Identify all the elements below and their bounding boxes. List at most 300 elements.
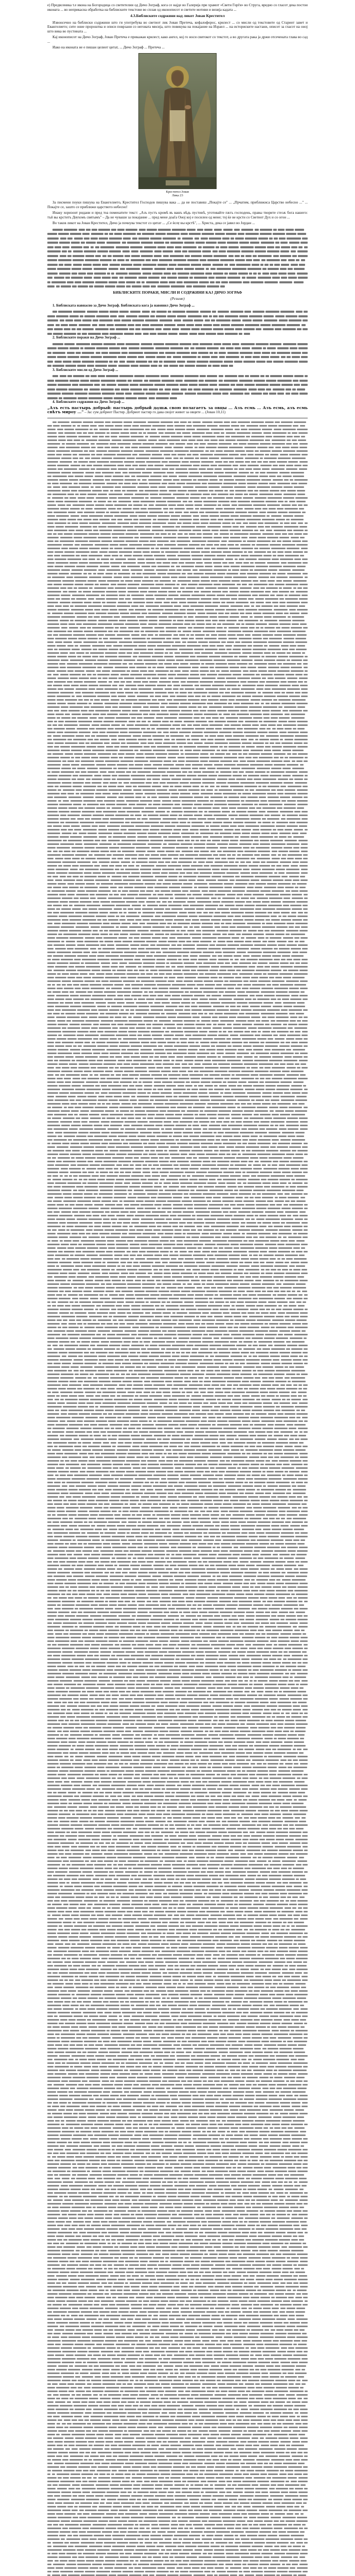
text-line (47, 1953, 308, 1956)
text-line (47, 427, 308, 431)
text-line (47, 1718, 308, 1722)
text-line (47, 1477, 308, 1480)
text-line (47, 2450, 308, 2454)
text-line (47, 1686, 308, 1689)
text-line (47, 1574, 308, 1578)
text-line (47, 1433, 308, 1437)
text-line (47, 1004, 308, 1008)
text-line (47, 1033, 308, 1037)
text-line (47, 245, 308, 249)
summary-point: 1. Библиската навнасно за Дичо Зограф. Библиската кога ја навинил Дичо Зограф ... (52, 303, 195, 308)
text-line (47, 1909, 308, 1913)
text-line (47, 2137, 308, 2140)
text-line (47, 2515, 308, 2519)
text-line (47, 629, 308, 633)
text-line (47, 1383, 308, 1386)
text-line (47, 1127, 308, 1130)
text-line (47, 1545, 308, 1549)
quote-translation: – Јас сум добриот Пастир. Добриот пастир го дава својот живот за овците ... (Јован 10,11) (84, 410, 226, 415)
text-line (47, 240, 308, 245)
text-line (47, 1065, 308, 1069)
text-line (47, 1790, 308, 1794)
text-line (47, 1343, 308, 1347)
text-line (47, 467, 308, 470)
text-line (47, 730, 308, 734)
text-line (47, 885, 308, 889)
text-line (47, 2043, 308, 2046)
text-line (47, 1776, 308, 1780)
text-line (47, 2429, 308, 2432)
text-line (47, 378, 308, 383)
text-line (47, 327, 308, 331)
text-line (47, 2555, 308, 2558)
text-line (47, 2425, 308, 2429)
text-line (47, 1231, 308, 1235)
text-line (47, 2465, 308, 2468)
text-line (47, 2342, 308, 2346)
text-line (47, 1624, 308, 1628)
text-line (47, 1480, 308, 1484)
text-line (47, 2158, 308, 2162)
text-line (47, 979, 308, 982)
text-line (47, 564, 308, 568)
text-line (47, 2021, 308, 2025)
text-line (47, 1581, 308, 1585)
text-line (47, 1570, 308, 1574)
text-line (47, 492, 308, 496)
slavonic-quote (47, 406, 308, 415)
text-line (47, 773, 308, 777)
text-line (47, 463, 308, 467)
text-line (47, 1260, 308, 1264)
text-line (47, 1834, 308, 1837)
text-line (47, 2400, 308, 2403)
text-line (47, 1325, 308, 1329)
text-line (47, 1314, 308, 1318)
text-line (47, 1931, 308, 1935)
text-line (47, 957, 308, 961)
text-line (47, 1177, 308, 1181)
text-line (47, 1913, 308, 1917)
text-line (47, 2522, 308, 2526)
text-line (47, 950, 308, 954)
text-line (47, 474, 308, 478)
text-line (47, 1011, 308, 1015)
text-line (47, 2292, 308, 2295)
text-line (47, 1340, 308, 1343)
text-line (47, 1105, 308, 1109)
text-line (47, 1870, 308, 1873)
text-line (47, 1101, 308, 1105)
text-line (47, 1830, 308, 1834)
text-line (47, 1145, 308, 1148)
text-line (47, 1491, 308, 1495)
text-line (47, 1733, 308, 1736)
text-line (47, 571, 308, 575)
text-line (47, 1372, 308, 1376)
summary-point: 4. Библиските содржини на Дичо Зограф ... (52, 400, 125, 404)
text-line (47, 936, 308, 939)
text-line (47, 2573, 308, 2576)
text-line (47, 997, 308, 1001)
text-line (47, 2461, 308, 2465)
text-line (47, 2378, 308, 2382)
text-line (47, 1444, 308, 1448)
text-line (47, 1466, 308, 1469)
text-line (47, 2068, 308, 2072)
text-line (47, 2140, 308, 2144)
text-line (47, 2169, 308, 2173)
text-line (47, 2144, 308, 2147)
text-line (47, 719, 308, 723)
text-line (47, 1044, 308, 1047)
text-line (47, 1585, 308, 1588)
text-line (47, 871, 308, 874)
text-line (47, 2548, 308, 2551)
text-line (47, 1170, 308, 1174)
text-line (47, 867, 308, 871)
text-line (47, 615, 308, 618)
text-line (47, 755, 308, 759)
text-line (47, 593, 308, 597)
text-line (47, 1697, 308, 1700)
text-line (47, 2050, 308, 2054)
text-line (47, 2227, 308, 2230)
text-line (47, 788, 308, 791)
text-line (47, 532, 308, 535)
text-line (47, 1639, 308, 1642)
text-line (47, 2414, 308, 2418)
text-line (47, 2003, 308, 2007)
text-line (47, 363, 308, 368)
text-line (47, 1426, 308, 1430)
text-line (47, 1109, 308, 1112)
text-line (47, 1455, 308, 1459)
text-line (47, 1350, 308, 1354)
text-line (47, 1451, 308, 1455)
text-line (47, 1487, 308, 1491)
text-line (47, 1592, 308, 1596)
text-line (47, 1026, 308, 1029)
text-line (47, 1253, 308, 1257)
text-line (47, 1722, 308, 1725)
text-line (47, 470, 308, 474)
text-line (47, 1156, 308, 1159)
text-line (47, 2111, 308, 2115)
text-line (47, 1008, 308, 1011)
text-line (47, 1397, 308, 1401)
text-line (47, 2093, 308, 2097)
text-line (47, 1899, 308, 1902)
text-line (47, 2353, 308, 2357)
text-line (47, 611, 308, 615)
text-line (47, 1358, 308, 1361)
text-line (47, 1408, 308, 1412)
text-line (47, 928, 308, 932)
text-line (47, 2569, 308, 2573)
text-line (47, 694, 308, 698)
text-line (47, 2079, 308, 2082)
text-line (47, 1949, 308, 1953)
text-line (47, 253, 308, 258)
text-line (47, 921, 308, 925)
body-paragraph: Иако на иконата не е пишан целиот цитат, ... Дичо Зограф ... Претеча ... (52, 45, 165, 49)
text-line (47, 1080, 308, 1083)
text-line (47, 2281, 308, 2284)
text-line (47, 1404, 308, 1408)
text-line (47, 723, 308, 726)
text-line (47, 2180, 308, 2183)
text-line (47, 557, 308, 561)
text-line (47, 1267, 308, 1271)
text-line (47, 1693, 308, 1697)
text-line (47, 2562, 308, 2566)
text-line (47, 939, 308, 943)
text-line (47, 1552, 308, 1556)
text-line (47, 827, 308, 831)
text-line (47, 2302, 308, 2306)
text-line (47, 701, 308, 705)
text-line (47, 726, 308, 730)
text-line (47, 860, 308, 863)
text-line (47, 2396, 308, 2400)
text-line (47, 1981, 308, 1985)
text-line (47, 1058, 308, 1062)
text-line (47, 791, 308, 795)
text-line (47, 1549, 308, 1552)
text-line (47, 705, 308, 708)
text-line (47, 2479, 308, 2483)
text-line (47, 1614, 308, 1617)
section-subtitle: (Резиме) (170, 296, 185, 301)
text-line (47, 524, 308, 528)
text-line (47, 1560, 308, 1563)
text-line (47, 2212, 308, 2216)
text-line (47, 1704, 308, 1707)
text-line (47, 1675, 308, 1679)
text-line (47, 1660, 308, 1664)
text-line (47, 2036, 308, 2039)
text-line (47, 553, 308, 557)
text-line (47, 2241, 308, 2245)
text-line (47, 517, 308, 521)
text-line (47, 622, 308, 625)
text-line (47, 1978, 308, 1981)
text-line (47, 2320, 308, 2324)
text-line (47, 2476, 308, 2479)
text-line (47, 1415, 308, 1419)
text-line (47, 1862, 308, 1866)
text-line (47, 2248, 308, 2252)
text-line (47, 777, 308, 781)
text-line (47, 882, 308, 885)
text-line (47, 1859, 308, 1862)
text-line (47, 651, 308, 654)
text-line (47, 350, 308, 355)
text-line (47, 2295, 308, 2299)
text-line (47, 809, 308, 813)
text-line (47, 1682, 308, 1686)
text-line (47, 2198, 308, 2201)
text-line (47, 391, 308, 396)
text-line (47, 2454, 308, 2458)
text-line (47, 589, 308, 593)
text-line (47, 665, 308, 669)
text-line (47, 2201, 308, 2205)
text-line (47, 1282, 308, 1285)
text-line (47, 342, 308, 346)
text-line (47, 2223, 308, 2227)
text-line (47, 227, 308, 232)
text-line (47, 2483, 308, 2486)
text-line (47, 528, 308, 532)
text-line (47, 582, 308, 586)
text-line (47, 2090, 308, 2093)
text-line (47, 1368, 308, 1372)
text-line (47, 2310, 308, 2313)
text-line (47, 354, 308, 359)
text-line (47, 431, 308, 434)
text-line (47, 2501, 308, 2504)
text-line (47, 900, 308, 903)
text-line (47, 434, 308, 438)
text-line (47, 262, 308, 267)
text-line (47, 2551, 308, 2555)
text-line (47, 1884, 308, 1888)
text-line (47, 2028, 308, 2032)
text-line (47, 2259, 308, 2263)
text-line (47, 2119, 308, 2122)
text-line (47, 708, 308, 712)
text-line (47, 1296, 308, 1300)
text-line (47, 1967, 308, 1971)
text-line (47, 1920, 308, 1924)
text-line (47, 1300, 308, 1303)
text-line (47, 1437, 308, 1440)
text-line (47, 1246, 308, 1249)
text-line (47, 2375, 308, 2378)
text-line (47, 1841, 308, 1844)
text-line (47, 1509, 308, 1513)
text-line (47, 1999, 308, 2003)
text-line (47, 1646, 308, 1650)
text-line (47, 1361, 308, 1365)
text-line (47, 514, 308, 517)
text-line (47, 636, 308, 640)
text-line (47, 795, 308, 799)
text-line (47, 2472, 308, 2476)
text-line (47, 2176, 308, 2180)
text-line (47, 2018, 308, 2021)
text-line (47, 972, 308, 975)
text-line (47, 546, 308, 550)
text-line (47, 2436, 308, 2439)
text-line (47, 683, 308, 687)
text-line (47, 1459, 308, 1462)
text-line (47, 449, 308, 452)
text-line (47, 2039, 308, 2043)
text-line (47, 1758, 308, 1761)
text-line (47, 889, 308, 892)
text-line (47, 2162, 308, 2165)
text-line (47, 1221, 308, 1224)
text-line (47, 1303, 308, 1307)
text-line (47, 1015, 308, 1019)
text-line (47, 1541, 308, 1545)
text-line (47, 481, 308, 485)
text-line (47, 1390, 308, 1394)
text-line (47, 1780, 308, 1783)
text-line (47, 1098, 308, 1101)
text-line (47, 1772, 308, 1776)
body-paragraph: Извонсечно на библиски содржини што ги употребува во светиот лик Јован Претеча, кефалофорос, крилест ... со мисли од текстовите од Стариот завет и Евангелието; сите оние пророштва и описи поврзани со неговата мисија, што повикува на покајание на Израел ... на историските настани, описот за гласот на оној што вика во пустината ... (47, 20, 308, 33)
text-line (47, 1401, 308, 1404)
text-line (47, 1996, 308, 1999)
text-line (47, 2385, 308, 2389)
text-line (47, 1873, 308, 1877)
text-line (47, 396, 308, 400)
text-line (47, 423, 308, 427)
text-line (47, 1819, 308, 1823)
text-line (47, 1603, 308, 1606)
text-line (47, 1942, 308, 1945)
text-line (47, 2360, 308, 2364)
body-paragraph: За писмени поуки пишува на Евангелието, Крестител Господов пишува вака ... да не поставиш „Покајте се" ... „Прчатим, приближиса Царство небесно ..." ... Покајте се, зашто се приближи царството небесно! (47, 200, 308, 209)
text-line (47, 387, 308, 392)
text-line (47, 1138, 308, 1141)
text-line (47, 1635, 308, 1639)
text-line (47, 1588, 308, 1592)
text-line (47, 438, 308, 442)
text-line (47, 1083, 308, 1087)
text-line (47, 986, 308, 990)
text-line (47, 824, 308, 827)
text-line (47, 784, 308, 788)
text-line (47, 1520, 308, 1523)
text-line (47, 669, 308, 672)
text-line (47, 831, 308, 835)
text-line (47, 323, 308, 327)
text-line (47, 806, 308, 809)
text-line (47, 896, 308, 900)
text-line (47, 932, 308, 936)
text-line (47, 1332, 308, 1336)
text-line (47, 1671, 308, 1675)
text-line (47, 1895, 308, 1899)
text-line (47, 1181, 308, 1184)
text-line (47, 643, 308, 647)
text-line (47, 568, 308, 571)
text-line (47, 1826, 308, 1830)
text-line (47, 1844, 308, 1848)
text-line (47, 1379, 308, 1383)
body-text-block (47, 227, 308, 289)
text-line (47, 535, 308, 539)
text-line (47, 925, 308, 928)
text-line (47, 284, 308, 289)
text-line (47, 1163, 308, 1166)
text-line (47, 1707, 308, 1711)
text-line (47, 2256, 308, 2259)
text-line (47, 1556, 308, 1560)
text-line (47, 2010, 308, 2014)
text-line (47, 2100, 308, 2104)
text-line (47, 442, 308, 445)
text-line (47, 1902, 308, 1906)
text-line (47, 1747, 308, 1751)
text-line (47, 258, 308, 262)
text-line (47, 1534, 308, 1538)
